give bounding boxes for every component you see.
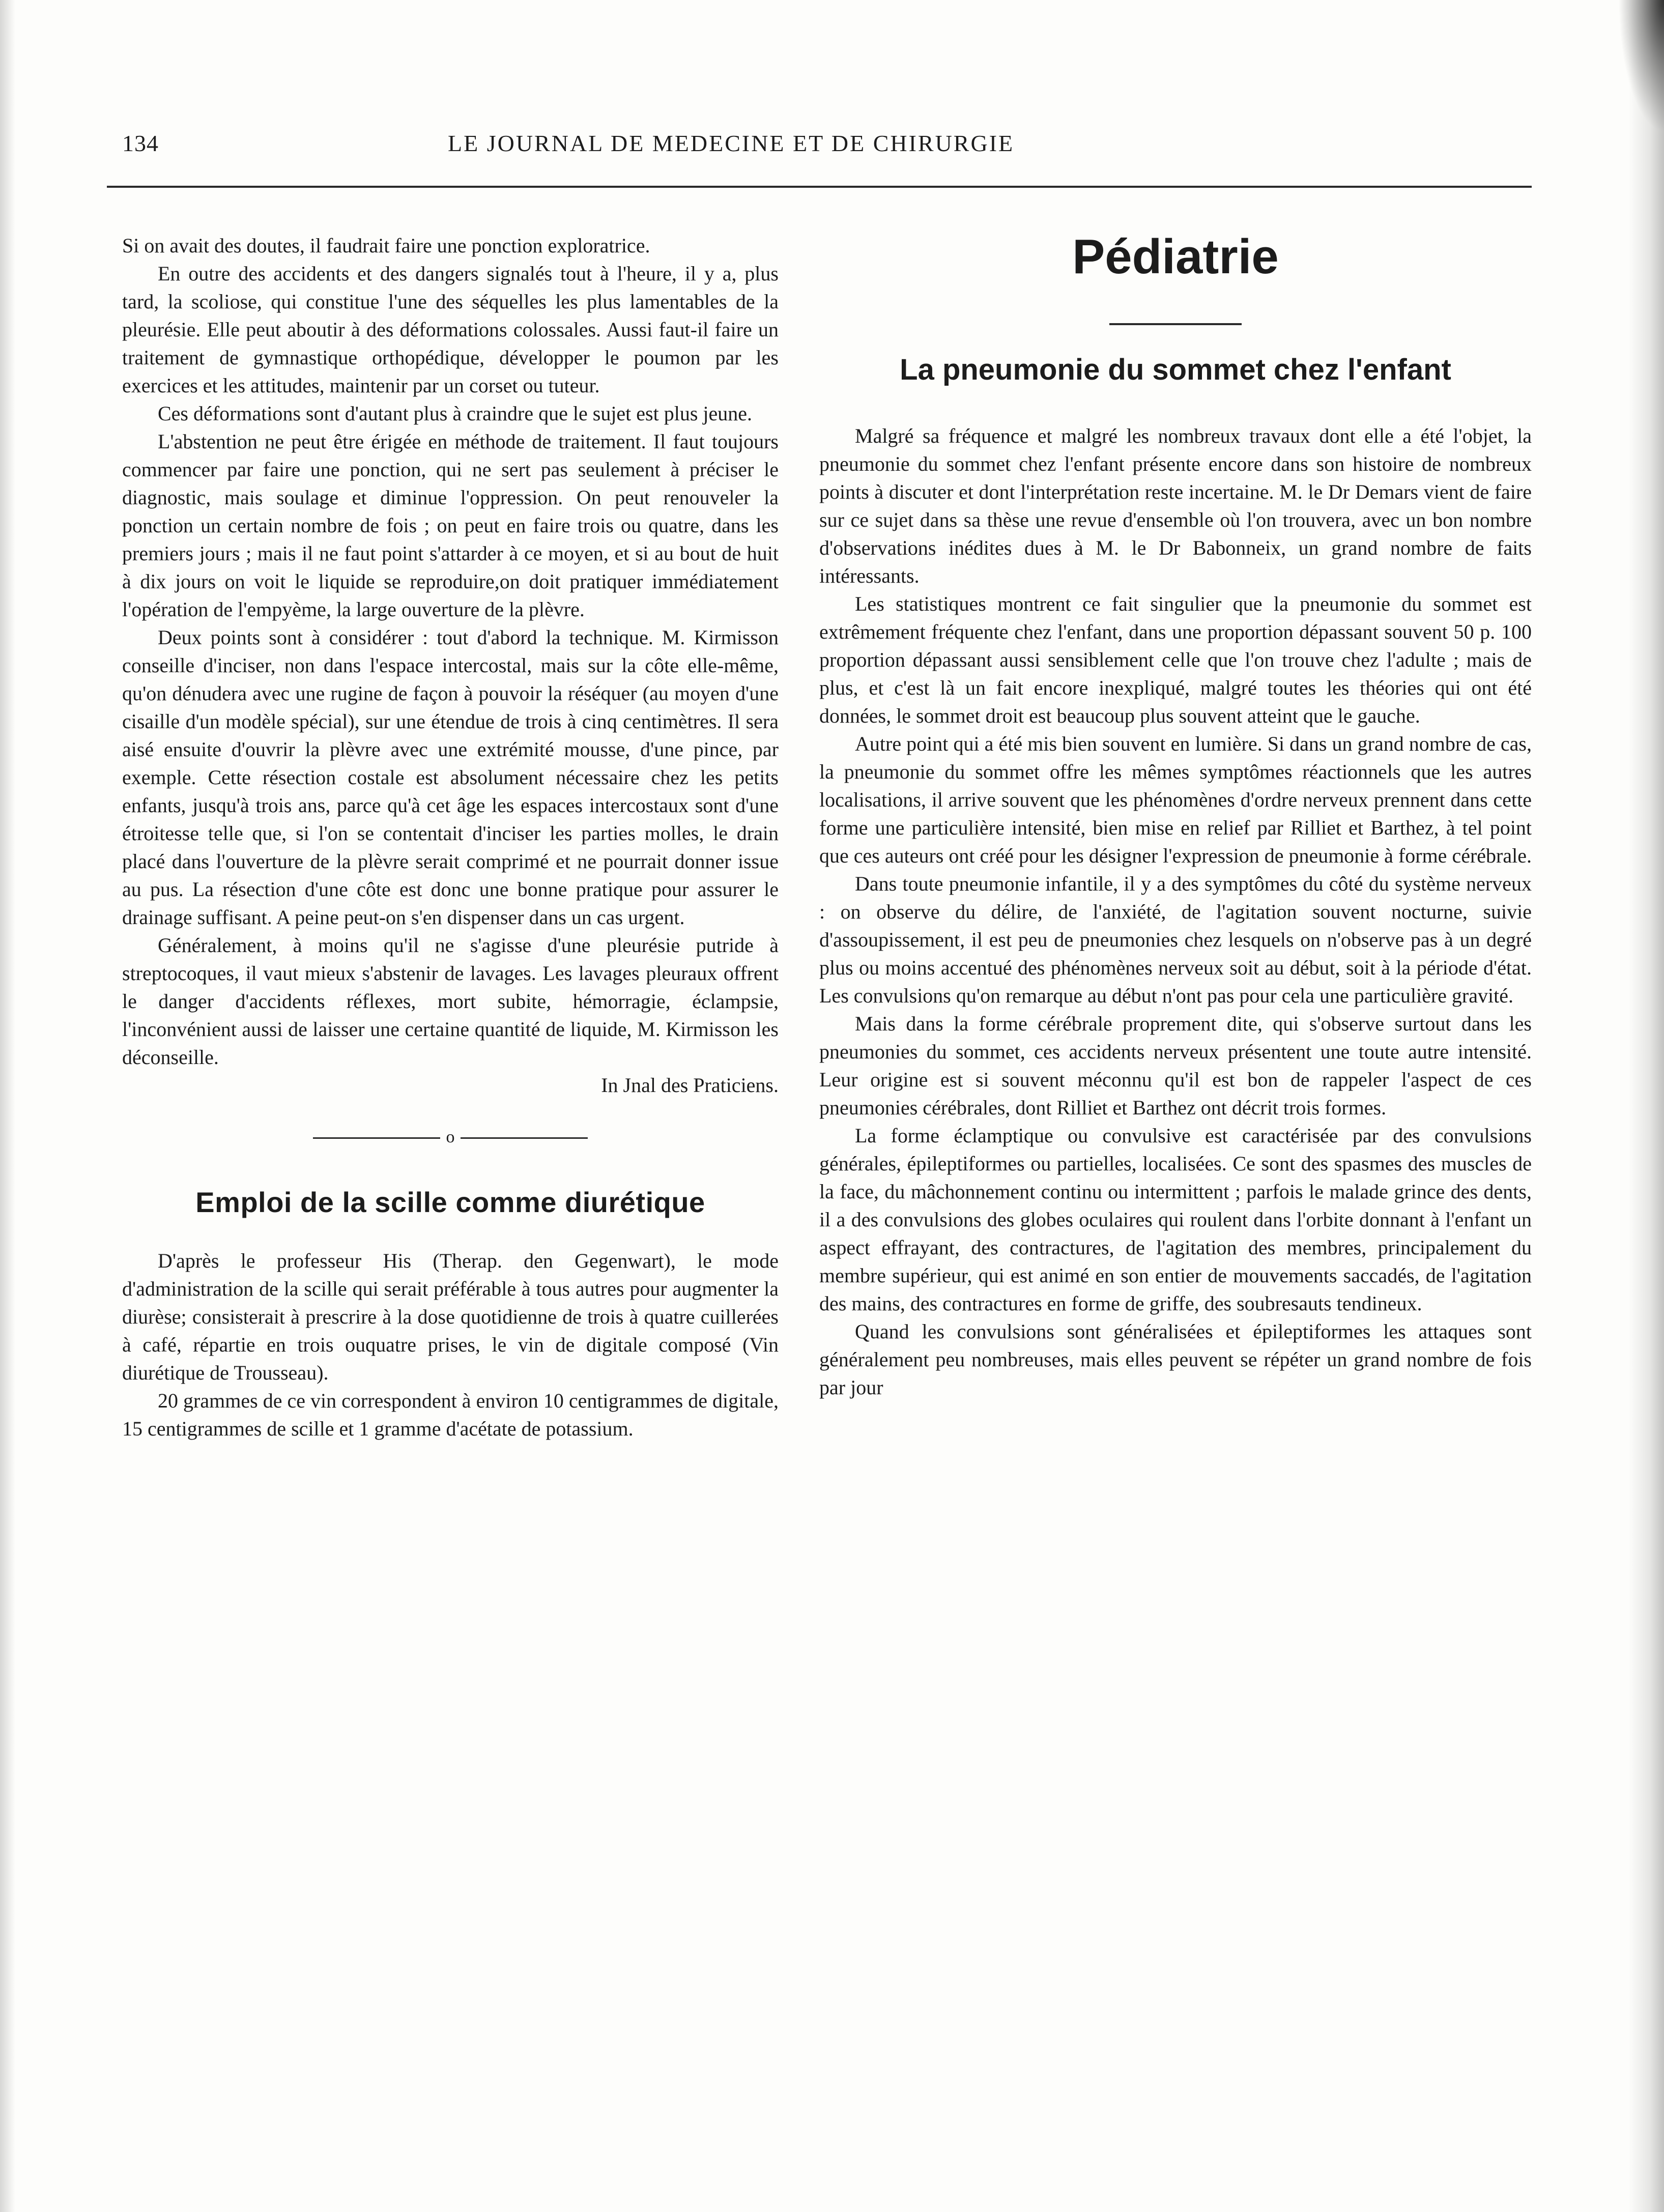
paragraph: Malgré sa fréquence et malgré les nombreux travaux dont elle a été l'objet, la pneumonie du sommet chez l'enfant présente encore dans son histoire de nombreux points à discuter et dont l'interprétation reste incertaine. M. le Dr Demars vient de faire sur ce sujet dans sa thèse une revue d'ensemble où l'on trouvera, avec un bon nombre d'observations inédites dues à M. le Dr Babonneix, un grand nombre de faits intéressants. — [819, 424, 1532, 587]
separator-line — [461, 1137, 588, 1139]
source-signature: In Jnal des Praticiens. — [601, 1074, 779, 1097]
paragraph: Autre point qui a été mis bien souvent en lumière. Si dans un grand nombre de cas, la pneumonie du sommet offre les mêmes symptômes réactionnels que les autres localisations, il arrive souvent que les phénomènes d'ordre nerveux prennent dans cette forme une particulière intensité, bien mise en relief par Rilliet et Barthez, à tel point que ces auteurs ont créé pour les désigner l'expression de pneumonie à forme cérébrale. — [819, 732, 1532, 867]
left-column — [122, 232, 779, 1443]
scan-edge-left — [0, 0, 15, 2212]
scan-edge-right — [1628, 0, 1664, 2212]
scan-corner-shadow — [1618, 0, 1664, 132]
paragraph: Quand les convulsions sont généralisées et épileptiformes les attaques sont généralement peu nombreuses, mais elles peuvent se répéter un grand nombre de fois par jour — [819, 1320, 1532, 1399]
article-separator — [313, 1127, 588, 1147]
article-title-scille: Emploi de la scille comme diurétique — [195, 1186, 705, 1218]
paragraph: Dans toute pneumonie infantile, il y a des symptômes du côté du système nerveux : on observe du délire, de l'anxiété, de l'agitation souvent nocturne, suivie d'assoupissement, il est peu de pneumonies chez lesquels on n'observe pas à un degré plus ou moins accentué des phénomènes nerveux soit au début, soit à la période d'état. Les convulsions qu'on remarque au début n'ont pas pour cela une particulière gravité. — [819, 872, 1532, 1007]
paragraph: L'abstention ne peut être érigée en méthode de traitement. Il faut toujours commencer par faire une ponction, qui ne sert pas seulement à préciser le diagnostic, mais soulage et diminue l'oppression. On peut renouveler la ponction un certain nombre de fois ; on peut en faire trois ou quatre, dans les premiers jours ; mais il ne faut point s'attarder à ce moyen, et si au bout de huit à dix jours on voit le liquide se reproduire,on doit pratiquer immédiatement l'opération de l'empyème, la large ouverture de la plèvre. — [122, 430, 779, 621]
article-title-pneumonie: La pneumonie du sommet chez l'enfant — [900, 353, 1451, 386]
right-column — [819, 229, 1532, 1401]
running-header — [122, 130, 1532, 165]
paragraph: 20 grammes de ce vin correspondent à environ 10 centigrammes de digitale, 15 centigrammes de scille et 1 gramme d'acétate de potassium. — [122, 1389, 779, 1440]
section-title: Pédiatrie — [1072, 229, 1279, 284]
paragraph: Généralement, à moins qu'il ne s'agisse d'une pleurésie putride à streptocoques, il vaut mieux s'abstenir de lavages. Les lavages pleuraux offrent le danger d'accidents réflexes, mort subite, hémorragie, éclampsie, l'inconvénient aussi de laisser une certaine quantité de liquide, M. Kirmisson les déconseille. — [122, 934, 779, 1069]
separator-line — [313, 1137, 440, 1139]
header-rule — [107, 186, 1532, 188]
page-number: 134 — [122, 130, 159, 156]
paragraph: D'après le professeur His (Therap. den Gegenwart), le mode d'administration de la scille qui serait préférable à tous autres pour augmenter la diurèse; consisterait à prescrire à la dose quotidienne de trois à quatre cuillerées à café, répartie en trois ouquatre prises, le vin de digitale composé (Vin diurétique de Trousseau). — [122, 1249, 779, 1384]
separator-mark: o — [446, 1128, 455, 1146]
paragraph: La forme éclamptique ou convulsive est caractérisée par des convulsions générales, épileptiformes ou partielles, localisées. Ce sont des spasmes des muscles de la face, du mâchonnement continu ou intermittent ; parfois le malade grince des dents, il a des convulsions des globes oculaires qui roulent dans l'orbite donnant à l'enfant un aspect effrayant, des contractures, de l'agitation des membres, principalement du membre supérieur, qui est animé en son entier de mouvements saccadés, de l'agitation des mains, des contractures en forme de griffe, des soubresauts tendineux. — [819, 1124, 1532, 1315]
paragraph: Les statistiques montrent ce fait singulier que la pneumonie du sommet est extrêmement fréquente chez l'enfant, dans une proportion dépassant souvent 50 p. 100 proportion dépassant aussi sensiblement celle que l'on trouve chez l'adulte ; mais de plus, et c'est là un fait encore inexpliqué, malgré toutes les théories qui ont été données, le sommet droit est beaucoup plus souvent atteint que le gauche. — [819, 592, 1532, 727]
paragraph: Si on avait des doutes, il faudrait faire une ponction exploratrice. — [122, 234, 650, 257]
paragraph: En outre des accidents et des dangers signalés tout à l'heure, il y a, plus tard, la scoliose, qui constitue l'une des séquelles les plus lamentables de la pleurésie. Elle peut aboutir à des déformations colossales. Aussi faut-il faire un traitement de gymnastique orthopédique, développer le poumon par les exercices et les attitudes, maintenir par un corset ou tuteur. — [122, 262, 779, 397]
paragraph: Mais dans la forme cérébrale proprement dite, qui s'observe surtout dans les pneumonies du sommet, ces accidents nerveux présentent une toute autre intensité. Leur origine est si souvent méconnu qu'il est bon de rappeler l'aspect de ces pneumonies cérébrales, dont Rilliet et Barthez ont décrit trois formes. — [819, 1012, 1532, 1119]
journal-title: LE JOURNAL DE MEDECINE ET DE CHIRURGIE — [448, 130, 1015, 156]
section-rule — [1109, 323, 1242, 325]
paragraph: Ces déformations sont d'autant plus à craindre que le sujet est plus jeune. — [158, 402, 753, 425]
paragraph: Deux points sont à considérer : tout d'abord la technique. M. Kirmisson conseille d'inciser, non dans l'espace intercostal, mais sur la côte elle-même, qu'on dénudera avec une rugine de façon à pouvoir la réséquer (au moyen d'une cisaille d'un modèle spécial), sur une étendue de trois à cinq centimètres. Il sera aisé ensuite d'ouvrir la plèvre avec une extrémité mousse, d'une pince, par exemple. Cette résection costale est absolument nécessaire chez les petits enfants, jusqu'à trois ans, parce qu'à cet âge les espaces intercostaux sont d'une étroitesse telle que, si l'on se contentait d'inciser les parties molles, le drain placé dans l'ouverture de la plèvre serait comprimé et ne pourrait donner issue au pus. La résection d'une côte est donc une bonne pratique pour assurer le drainage suffisant. A peine peut-on s'en dispenser dans un cas urgent. — [122, 626, 779, 929]
